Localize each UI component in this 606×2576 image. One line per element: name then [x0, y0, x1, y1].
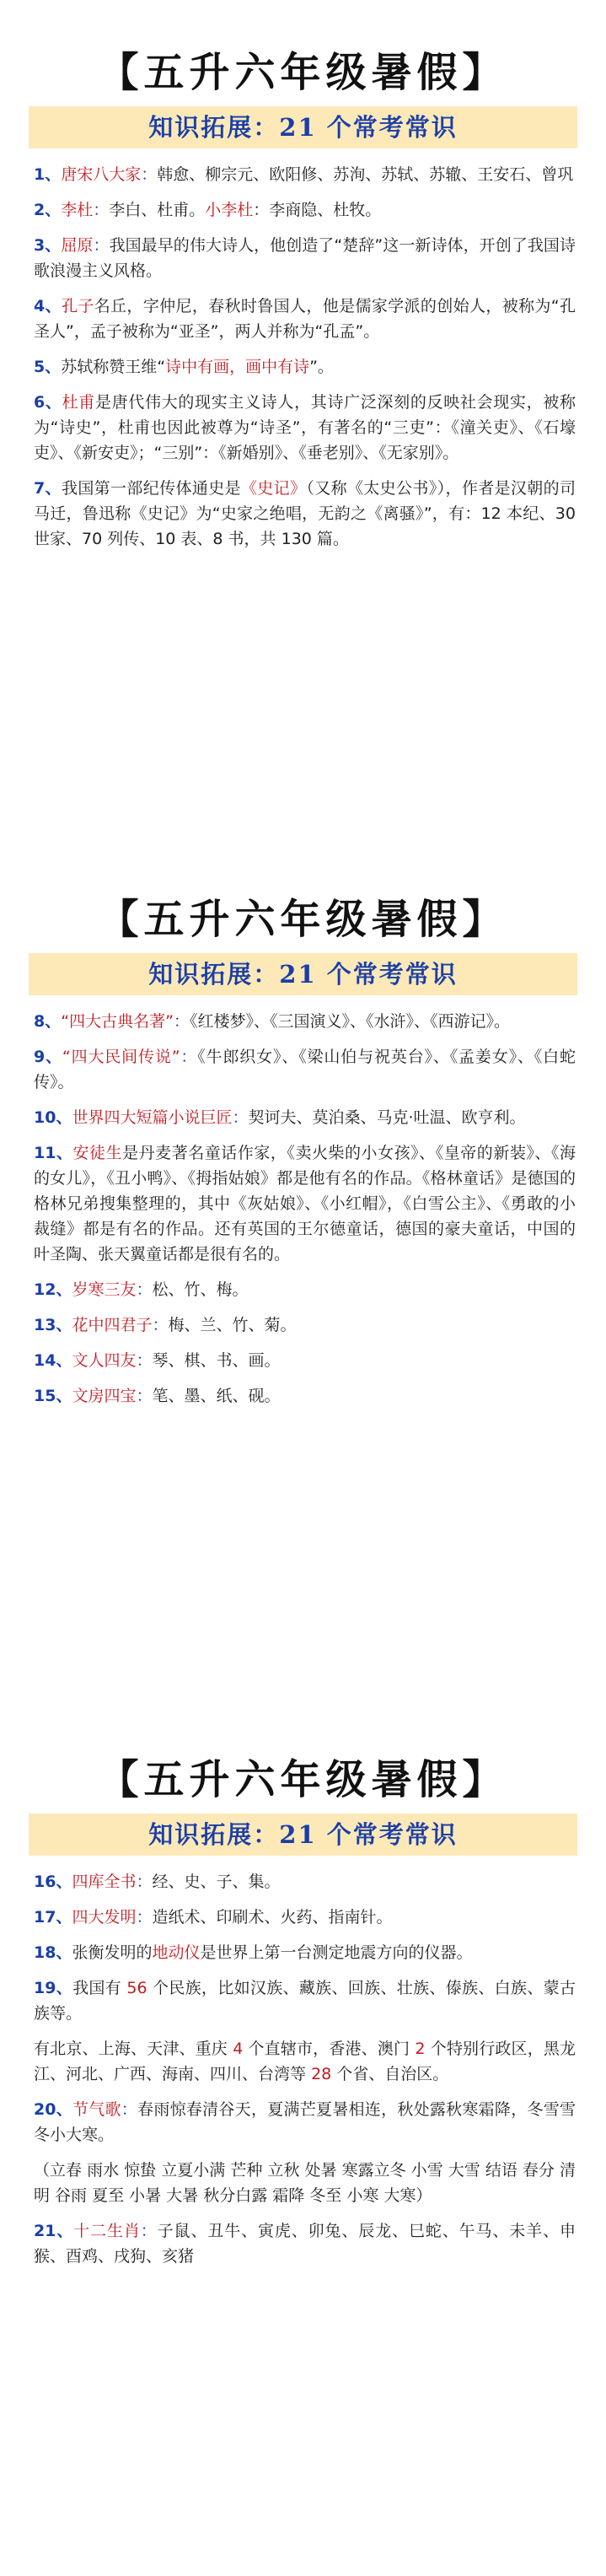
list-item — [34, 1975, 576, 2026]
item-sep: ： — [93, 236, 110, 255]
item-text: 苏轼称赞王维“ — [61, 358, 166, 376]
item-sep: ： — [173, 1012, 190, 1031]
item-term: 唐宋八大家 — [61, 165, 142, 184]
item-text: 是世界上第一台测定地震方向的仪器。 — [200, 1943, 473, 1962]
list-item — [34, 1348, 576, 1373]
list-item — [34, 162, 576, 187]
list-item — [34, 294, 576, 344]
list-item — [34, 1869, 576, 1894]
item-text: 名丘，字仲尼，春秋时鲁国人，他是儒家学派的创始人，被称为“孔圣人”，孟子被称为“亚圣”，两人并称为“孔孟”。 — [34, 297, 576, 341]
section-1 — [0, 47, 606, 562]
list-item — [34, 1905, 576, 1930]
item-term: 十二生肖 — [73, 2222, 141, 2240]
item-sep: ： — [140, 2222, 158, 2240]
item-sep: ： — [136, 1387, 153, 1405]
item-text: 是唐代伟大的现实主义诗人，其诗广泛深刻的反映社会现实，被称为“诗史”，杜甫也因此被尊为“诗圣”，有著名的“三吏”：《潼关吏》、《石壕吏》、《新安吏》；“三别”：《新婚别》、《垂老别》、《无家别》。 — [34, 393, 576, 462]
section-title: 【五升六年级暑假】 — [98, 896, 508, 943]
item-sep: ： — [180, 1048, 198, 1066]
knowledge-list — [34, 162, 576, 552]
item-term: 《史记》 — [240, 479, 307, 498]
list-item — [34, 233, 576, 283]
item-sep: ： — [141, 165, 158, 184]
list-item — [34, 2036, 576, 2087]
item-term: 节气歌 — [72, 2100, 121, 2119]
item-number: 16、 — [34, 1873, 72, 1891]
list-item — [34, 2097, 576, 2148]
list-item — [34, 2158, 576, 2208]
section-3 — [0, 1754, 606, 2279]
item-number: 3、 — [34, 236, 62, 255]
list-item — [34, 390, 576, 466]
item-number: 2、 — [34, 201, 62, 219]
list-item — [34, 1940, 576, 1965]
item-text: 李白、杜甫。 — [109, 201, 206, 219]
item-number: 10、 — [34, 1108, 72, 1127]
item-number: 14、 — [34, 1351, 72, 1370]
section-subtitle-banner: 知识拓展：21 个常考常识 — [29, 953, 577, 995]
item-term: 花中四君子 — [72, 1316, 153, 1334]
section-subtitle-banner: 知识拓展：21 个常考常识 — [29, 106, 577, 148]
item-number: 7、 — [34, 479, 62, 498]
item-term: 4 — [233, 2040, 244, 2058]
item-text: 《牛郎织女》、《梁山伯与祝英台》、《孟姜女》、《白蛇传》。 — [34, 1048, 576, 1091]
knowledge-list — [34, 1869, 576, 2269]
list-item — [34, 1105, 576, 1130]
list-item — [34, 476, 576, 552]
item-number: 6、 — [34, 393, 62, 412]
item-term: 四大发明 — [72, 1908, 137, 1927]
item-text: 造纸术、印刷术、火药、指南针。 — [152, 1908, 393, 1927]
item-text: 个民族，比如汉族、藏族、回族、壮族、傣族、白族、蒙古族等。 — [34, 1979, 576, 2023]
section-subtitle-banner: 知识拓展：21 个常考常识 — [29, 1813, 577, 1856]
item-term: 世界四大短篇小说巨匠 — [72, 1108, 233, 1127]
knowledge-list — [34, 1009, 576, 1409]
list-item — [34, 1277, 576, 1302]
item-number: 13、 — [34, 1316, 72, 1334]
item-term: 安徒生 — [72, 1144, 123, 1162]
item-number: 21、 — [34, 2222, 74, 2240]
list-item — [34, 1312, 576, 1338]
item-text: 松、竹、梅。 — [152, 1280, 249, 1299]
item-text: 梅、兰、竹、菊。 — [168, 1316, 297, 1334]
item-term: 岁寒三友 — [72, 1280, 137, 1299]
item-text: 有北京、上海、天津、重庆 — [34, 2040, 228, 2058]
item-sep: ： — [136, 1280, 153, 1299]
item-text: 我国有 — [72, 1979, 122, 1997]
item-number: 19、 — [34, 1979, 73, 1997]
item-text: 我国最早的伟大诗人，他创造了“楚辞”这一新诗体，开创了我国诗歌浪漫主义风格。 — [34, 236, 576, 280]
item-text: 笔、墨、纸、砚。 — [152, 1387, 281, 1405]
item-term: 56 — [126, 1979, 147, 1997]
item-text: 是丹麦著名童话作家，《卖火柴的小女孩》、《皇帝的新装》、《海的女儿》，《丑小鸭》、《拇指姑娘》都是他有名的作品。《格林童话》是德国的格林兄弟搜集整理的，其中《灰姑娘》、《小红帽》，《白雪公主》、《勇敢的小裁缝》都是有名的作品。还有英国的王尔德童话，德国的豪夫童话，中国的叶圣陶、张天翼童话都是很有名的。 — [34, 1144, 576, 1264]
item-text: 张衡发明的 — [72, 1943, 153, 1962]
list-item — [34, 1383, 576, 1409]
section-title: 【五升六年级暑假】 — [98, 49, 508, 96]
item-number: 9、 — [34, 1048, 62, 1066]
item-text: 我国第一部纪传体通史是 — [61, 479, 241, 498]
item-sep: ： — [232, 1108, 249, 1127]
item-text: 春雨惊春清谷天，夏满芒夏暑相连，秋处露秋寒霜降，冬雪雪冬小大寒。 — [34, 2100, 576, 2144]
item-term: 诗中有画，画中有诗 — [165, 358, 310, 376]
item-term: “四大民间传说” — [62, 1048, 180, 1066]
item-text: （又称《太史公书》），作者是汉朝的司马迁，鲁迅称《史记》为“史家之绝唱，无韵之《离骚》”，有：12 本纪、30 世家、70 列传、10 表、8 书，共 130 篇。 — [34, 479, 576, 548]
item-number: 18、 — [34, 1943, 72, 1962]
item-text: ：李商隐、杜牧。 — [253, 201, 382, 219]
list-item — [34, 197, 576, 223]
item-sep: ： — [93, 201, 110, 219]
item-number: 20、 — [34, 2100, 72, 2119]
item-text: 个直辖市，香港、澳门 — [248, 2040, 410, 2058]
item-text: 子鼠、丑牛、寅虎、卯兔、辰龙、巳蛇、午马、未羊、申猴、酉鸡、戌狗、亥猪 — [34, 2222, 576, 2266]
item-term: 屈原 — [61, 236, 94, 255]
item-term: “四大古典名著” — [61, 1012, 174, 1031]
section-title: 【五升六年级暑假】 — [98, 1756, 508, 1803]
item-text: 经、史、子、集。 — [152, 1873, 281, 1891]
item-term: 28 — [311, 2065, 332, 2083]
item-text: 个特别行政区，黑龙江、河北、广西、海南、四川、台湾等 — [34, 2040, 577, 2083]
list-item — [34, 1140, 576, 1267]
item-term: 2 — [415, 2040, 426, 2058]
item-number: 5、 — [34, 358, 62, 376]
item-term: 四库全书 — [72, 1873, 137, 1891]
item-number: 4、 — [34, 297, 62, 315]
item-sep: ： — [136, 1873, 153, 1891]
item-text: 个省、自治区。 — [336, 2065, 449, 2083]
list-item — [34, 1009, 576, 1034]
item-term: 文人四友 — [72, 1351, 137, 1370]
list-item — [34, 1044, 576, 1095]
section-2 — [0, 894, 606, 1419]
item-number: 11、 — [34, 1144, 73, 1162]
item-text: （立春 雨水 惊蛰 立夏小满 芒种 立秋 处暑 寒露立冬 小雪 大雪 结语 春分 清明 谷雨 夏至 小暑 大暑 秋分白露 霜降 冬至 小寒 大寒） — [34, 2161, 576, 2205]
item-text: 契诃夫、莫泊桑、马克·吐温、欧亨利。 — [248, 1108, 526, 1127]
item-text: 《红楼梦》、《三国演义》、《水浒》、《西游记》。 — [189, 1012, 510, 1031]
item-number: 8、 — [34, 1012, 62, 1031]
item-term: 地动仪 — [152, 1943, 201, 1962]
item-number: 17、 — [34, 1908, 72, 1927]
item-number: 1、 — [34, 165, 62, 184]
item-text: ”。 — [309, 358, 334, 376]
item-number: 12、 — [34, 1280, 72, 1299]
item-number: 15、 — [34, 1387, 72, 1405]
item-text: 琴、棋、书、画。 — [152, 1351, 281, 1370]
item-term: 小李杜 — [205, 201, 254, 219]
item-term: 孔子 — [61, 297, 94, 315]
item-term: 文房四宝 — [72, 1387, 137, 1405]
item-text: 韩愈、柳宗元、欧阳修、苏洵、苏轼、苏辙、王安石、曾巩 — [157, 165, 574, 184]
item-term: 李杜 — [61, 201, 94, 219]
item-term: 杜甫 — [62, 393, 95, 412]
item-sep: ： — [136, 1908, 153, 1927]
list-item — [34, 2218, 576, 2269]
list-item — [34, 354, 576, 380]
item-sep: ： — [152, 1316, 169, 1334]
item-sep: ： — [121, 2100, 138, 2119]
item-sep: ： — [136, 1351, 153, 1370]
